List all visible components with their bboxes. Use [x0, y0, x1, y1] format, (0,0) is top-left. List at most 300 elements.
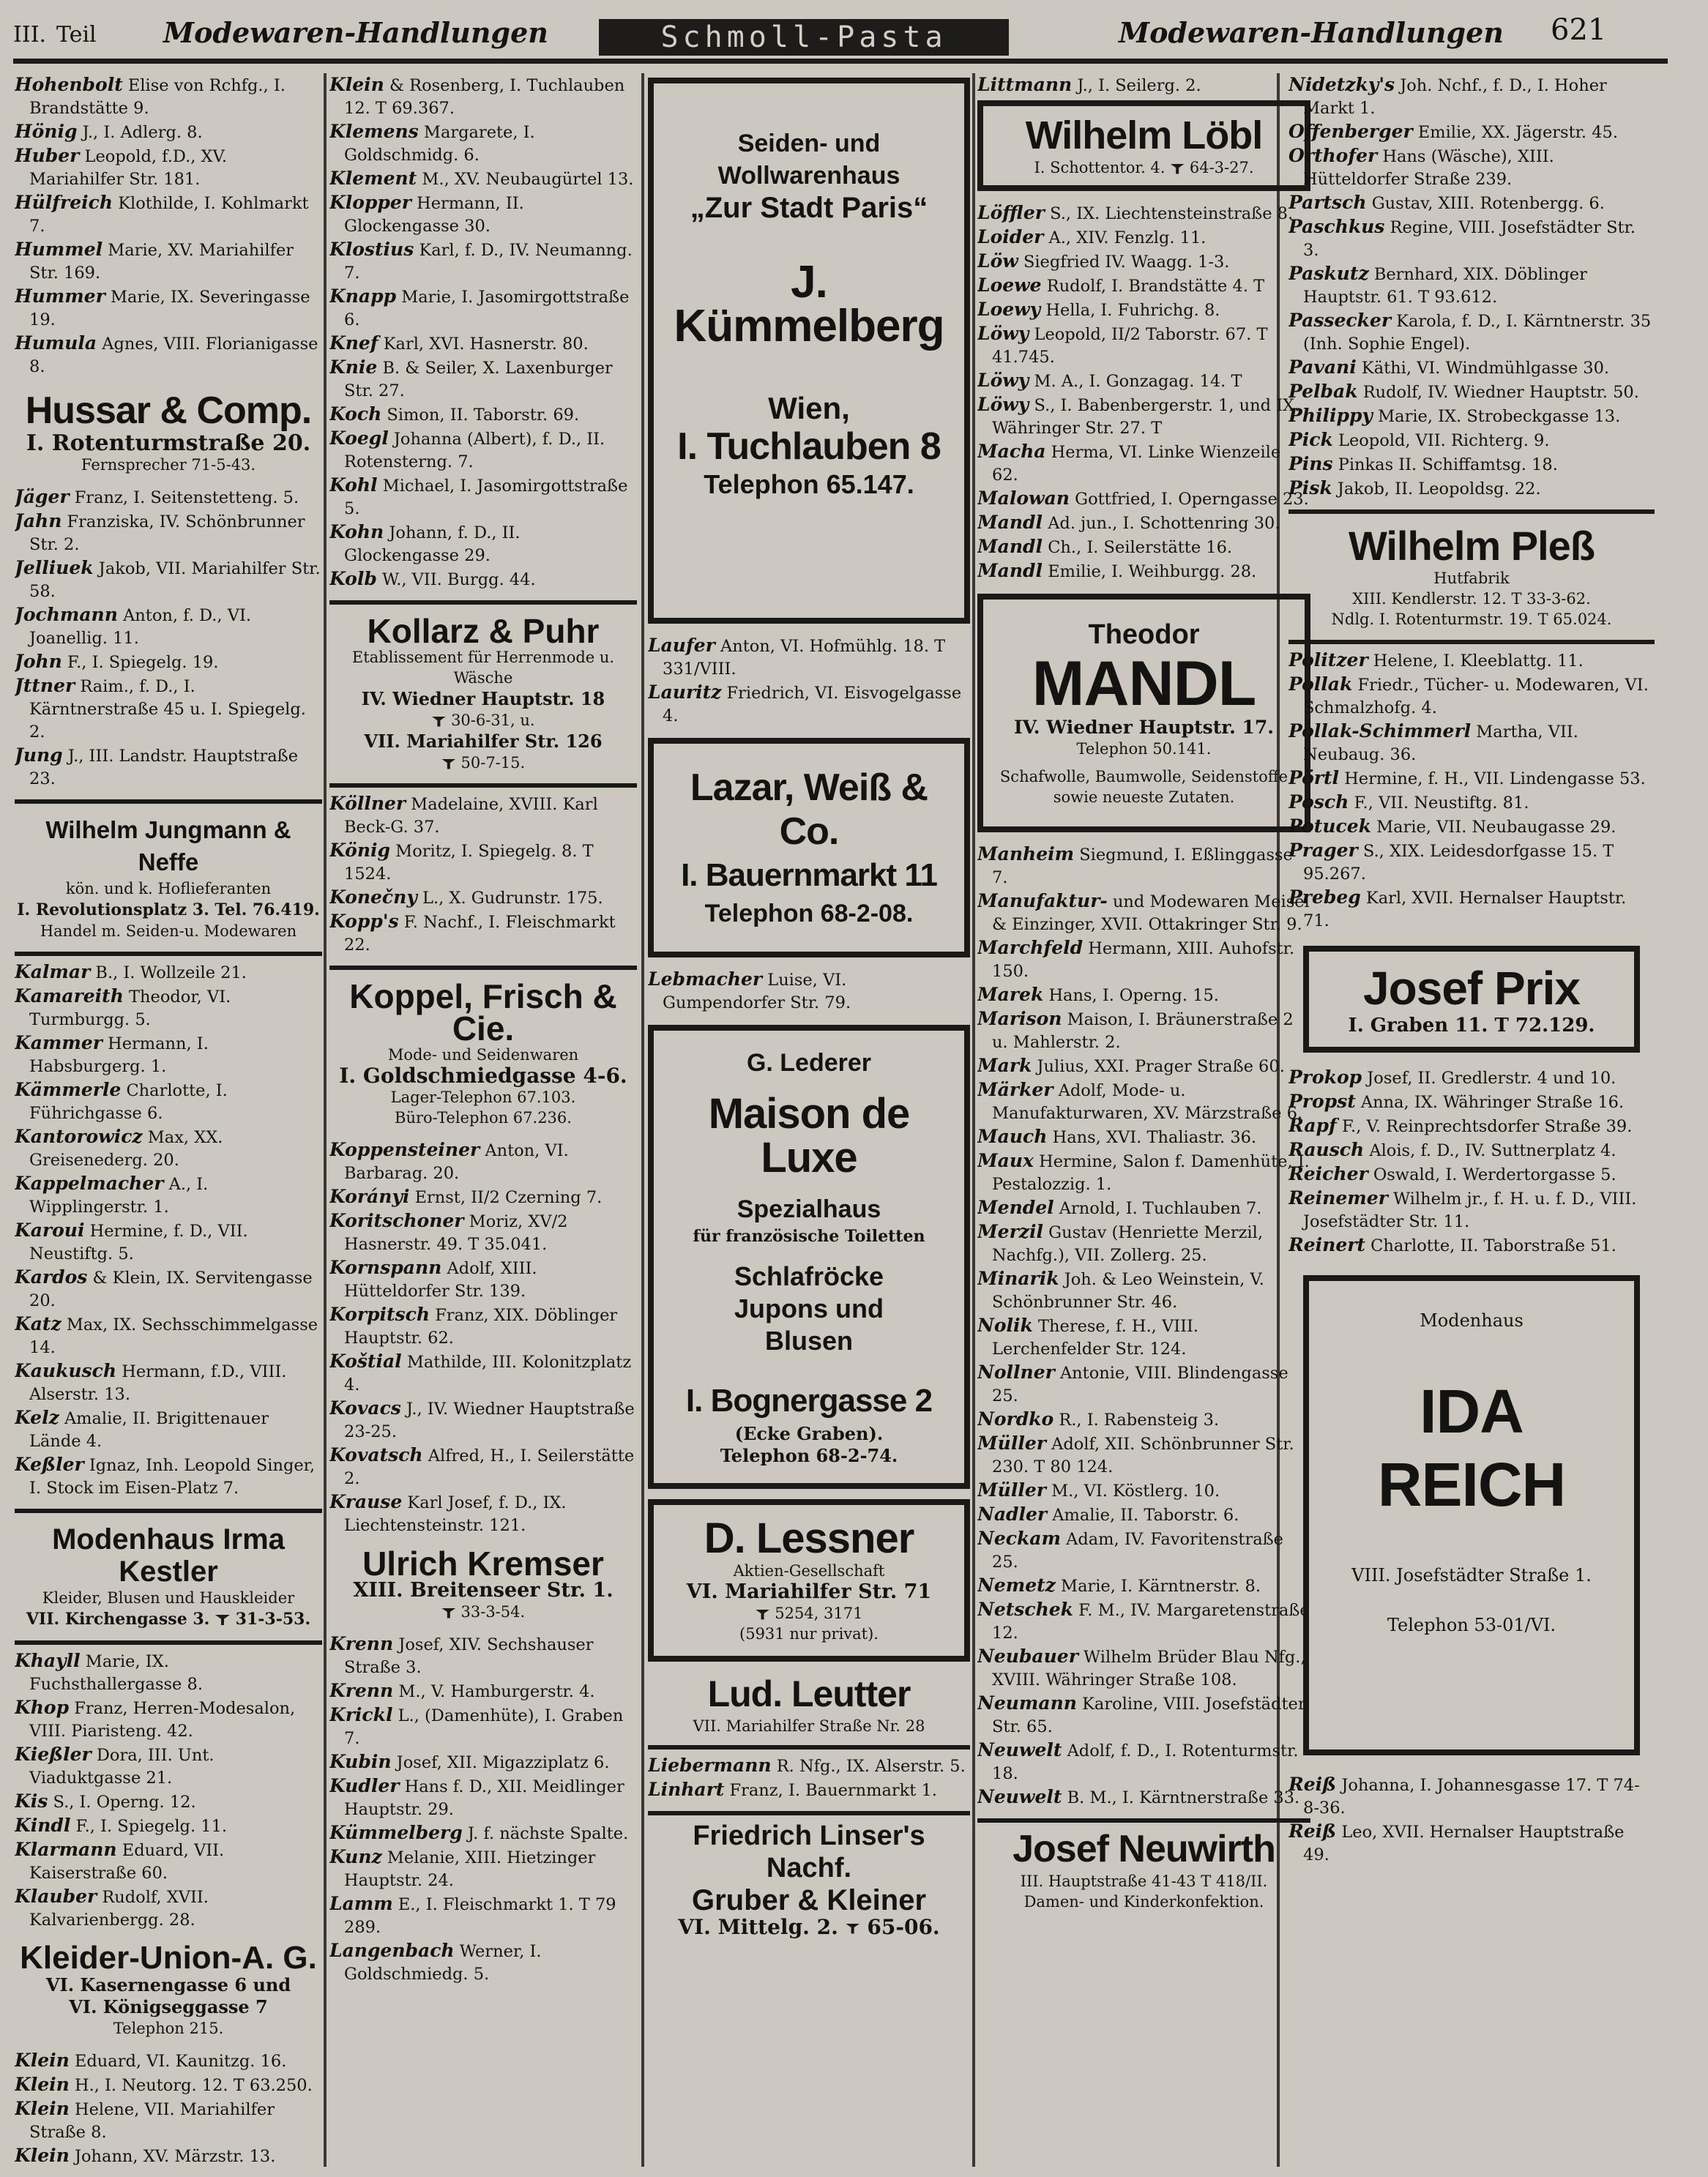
entry-name: Macha	[977, 441, 1046, 462]
entry-name: Korpitsch	[329, 1304, 430, 1325]
ad-address: III. Hauptstraße 41-43 T 418/II.	[1020, 1872, 1268, 1890]
ad-line: Hutfabrik	[1433, 570, 1510, 587]
entry-details: & Rosenberg, I. Tuchlauben 12. T 69.367.	[344, 76, 625, 118]
ad-leutter	[648, 1672, 970, 1736]
entry-name: Jochmann	[15, 604, 118, 625]
entry-name: Mendel	[977, 1197, 1054, 1218]
entry-details: M., VI. Köstlerg. 10.	[1051, 1482, 1220, 1501]
entry-name: Lauritz	[648, 682, 722, 703]
directory-entry	[329, 1774, 637, 1821]
entry-details: Margarete, I. Goldschmidg. 6.	[344, 123, 535, 165]
entry-name: Kardos	[15, 1266, 88, 1288]
entry-details: Theodor, VI. Turmburgg. 5.	[29, 987, 231, 1029]
entry-details: Bernhard, XIX. Döblinger Hauptstr. 61. T 93.612.	[1303, 265, 1587, 307]
entry-name: Karoui	[15, 1220, 85, 1241]
ad-line: Theodor	[1088, 619, 1200, 650]
entry-name: Rapf	[1289, 1115, 1337, 1136]
entry-name: Passecker	[1289, 310, 1392, 331]
directory-entry	[977, 487, 1310, 511]
entry-details: Leopold, II/2 Taborstr. 67. T 41.745.	[992, 325, 1268, 367]
directory-entry	[977, 1739, 1310, 1785]
entry-list	[977, 843, 1310, 1810]
entry-name: Klarmann	[15, 1839, 117, 1860]
directory-entry	[329, 1490, 637, 1537]
directory-entry	[1289, 144, 1655, 191]
directory-entry	[15, 1814, 322, 1838]
directory-entry	[977, 1267, 1310, 1314]
entry-details: Hella, I. Fuhrichg. 8.	[1045, 301, 1220, 320]
entry-name: Mandl	[977, 512, 1043, 533]
entry-name: Klemens	[329, 121, 419, 142]
entry-details: J. f. nächste Spalte.	[467, 1824, 629, 1843]
directory-entry	[977, 843, 1310, 889]
entry-name: Marek	[977, 984, 1044, 1005]
entry-details: Maison, I. Bräunerstraße 2 u. Mahlerstr. 2.	[992, 1010, 1294, 1052]
ad-name: MANDL	[1032, 649, 1256, 719]
directory-entry	[1289, 215, 1655, 262]
entry-name: Prager	[1289, 840, 1358, 861]
ad-kestler	[15, 1523, 322, 1630]
column-4	[977, 73, 1310, 2167]
directory-entry	[1289, 673, 1655, 720]
entry-name: Manufaktur-	[977, 890, 1108, 911]
directory-entry	[1289, 1820, 1655, 1867]
ad-name: Wilhelm Jungmann & Neffe	[45, 816, 291, 875]
entry-details: Adolf, f. D., I. Rotenturmstr. 18.	[992, 1741, 1299, 1783]
entry-name: Littmann	[977, 74, 1073, 95]
directory-entry	[329, 1303, 637, 1350]
entry-details: Werner, I. Goldschmiedg. 5.	[344, 1942, 542, 1984]
entry-name: Kalmar	[15, 961, 91, 982]
directory-entry	[977, 322, 1310, 369]
entry-name: Pins	[1289, 453, 1333, 474]
directory-entry	[977, 298, 1310, 322]
entry-details: M., XV. Neubaugürtel 13.	[422, 170, 634, 189]
directory-entry	[15, 285, 322, 332]
entry-details: Hermann, f.D., VIII. Alserstr. 13.	[29, 1362, 287, 1404]
ad-address: VII. Mariahilfer Str. 126	[364, 731, 603, 752]
entry-details: R., I. Rabensteig 3.	[1059, 1411, 1220, 1430]
ad-name: Josef Prix	[1363, 962, 1580, 1015]
entry-details: Hermann, XIII. Auhofstr. 150.	[992, 939, 1295, 981]
entry-details: Hermine, Salon f. Damenhüte, I. Pestalozzig. 1.	[992, 1152, 1310, 1194]
ad-address: IV. Wiedner Hauptstr. 17.	[1013, 717, 1275, 738]
ad-phone: Telephon 65.147.	[704, 469, 914, 499]
divider-rule	[1289, 640, 1655, 644]
ad-zur-stadt-paris	[648, 78, 970, 624]
entry-details: J., IV. Wiedner Hauptstraße 23-25.	[344, 1400, 635, 1441]
ad-line: (Ecke Graben).	[734, 1423, 884, 1444]
entry-list	[648, 634, 970, 728]
entry-details: & Klein, IX. Servitengasse 20.	[29, 1269, 313, 1310]
entry-name: Klein	[15, 2145, 70, 2166]
entry-name: Klauber	[15, 1886, 97, 1907]
directory-entry	[1289, 839, 1655, 886]
entry-details: Helene, I. Kleeblattg. 11.	[1373, 651, 1584, 671]
directory-entry	[329, 1939, 637, 1986]
ad-address: I. Tuchlauben 8	[677, 425, 941, 468]
directory-entry	[977, 1361, 1310, 1408]
ad-line: Mode- und Seidenwaren	[387, 1046, 579, 1064]
directory-entry	[329, 403, 637, 427]
directory-entry	[977, 1007, 1310, 1054]
ad-neuwirth	[977, 1827, 1310, 1912]
entry-name: Hülfreich	[15, 192, 113, 213]
directory-entry	[1289, 262, 1655, 309]
entry-details: Marie, XV. Mariahilfer Str. 169.	[29, 241, 294, 283]
directory-entry	[15, 674, 322, 744]
entry-name: Marchfeld	[977, 937, 1084, 958]
ad-name: Ulrich Kremser	[362, 1545, 604, 1583]
directory-entry	[977, 535, 1310, 559]
entry-name: Kopp's	[329, 911, 399, 932]
directory-entry	[15, 2097, 322, 2144]
divider-rule	[1289, 509, 1655, 514]
ad-kremser	[329, 1547, 637, 1622]
directory-entry	[1289, 815, 1655, 839]
directory-entry	[977, 889, 1310, 936]
directory-entry	[329, 238, 637, 285]
entry-name: Loewe	[977, 275, 1042, 296]
entry-details: Therese, f. H., VIII. Lerchenfelder Str. 124.	[992, 1317, 1199, 1359]
directory-entry	[15, 1743, 322, 1790]
entry-details: F., VII. Neustiftg. 81.	[1354, 793, 1529, 813]
directory-entry	[329, 1444, 637, 1490]
entry-name: Pörtl	[1289, 767, 1340, 788]
directory-entry	[15, 556, 322, 603]
entry-name: Kunz	[329, 1846, 382, 1867]
divider-rule	[15, 952, 322, 956]
entry-name: Reiß	[1289, 1774, 1337, 1795]
ad-maison-de-luxe	[648, 1025, 970, 1489]
divider-rule	[329, 783, 637, 788]
entry-details: Gustav, XIII. Rotenbergg. 6.	[1371, 194, 1605, 213]
column-3	[648, 73, 970, 2167]
divider-rule	[15, 1640, 322, 1645]
directory-entry	[977, 1220, 1310, 1267]
entry-name: Klein	[15, 2050, 70, 2071]
directory-entry	[329, 1892, 637, 1939]
directory-entry	[329, 120, 637, 167]
directory-entry	[15, 985, 322, 1031]
ad-phone: 33-3-54.	[329, 1602, 637, 1622]
ad-line: Aktien-Gesellschaft	[733, 1562, 885, 1580]
ad-phone: Telephon 50.141.	[1076, 740, 1212, 758]
column-1	[15, 73, 322, 2167]
directory-entry	[329, 1256, 637, 1303]
entry-details: Josef, II. Gredlerstr. 4 und 10.	[1367, 1069, 1616, 1088]
directory-entry	[977, 1149, 1310, 1196]
directory-entry	[977, 1314, 1310, 1361]
directory-entry	[977, 225, 1310, 250]
ad-name: Wilhelm Löbl	[1025, 113, 1263, 157]
directory-entry	[15, 650, 322, 674]
entry-name: Malowan	[977, 488, 1070, 509]
entry-details: Hans, XVI. Thaliastr. 36.	[1052, 1128, 1257, 1147]
entry-details: Elise von Rchfg., I. Brandstätte 9.	[29, 76, 286, 118]
directory-entry	[977, 393, 1310, 440]
ad-line: Damen- und Kinderkonfektion.	[1023, 1893, 1264, 1911]
entry-details: F., I. Spiegelg. 19.	[67, 653, 219, 672]
entry-details: Siegmund, I. Eßlinggasse 7.	[992, 845, 1293, 887]
directory-entry	[1289, 1138, 1655, 1162]
ad-address: I. Revolutionsplatz 3. Tel. 76.419.	[17, 900, 320, 919]
entry-details: Jakob, II. Leopoldsg. 22.	[1337, 479, 1541, 498]
directory-entry	[15, 2073, 322, 2097]
entry-name: Krickl	[329, 1704, 393, 1725]
directory-entry	[15, 1649, 322, 1696]
ad-phone: Lager-Telephon 67.103.	[390, 1088, 576, 1106]
entry-name: Knapp	[329, 285, 397, 307]
directory-entry	[1289, 191, 1655, 215]
entry-details: Ignaz, Inh. Leopold Singer, I. Stock im Eisen-Platz 7.	[29, 1456, 316, 1498]
directory-entry	[329, 1703, 637, 1750]
ad-line: Gruber & Kleiner	[691, 1884, 927, 1916]
right-running-title: Modewaren-Handlungen	[1119, 16, 1504, 49]
entry-details: L., (Damenhüte), I. Graben 7.	[344, 1706, 624, 1748]
ad-josef-prix	[1303, 946, 1640, 1053]
directory-entry	[977, 559, 1310, 583]
directory-entry	[977, 1408, 1310, 1432]
page-header	[13, 7, 1668, 64]
directory-entry	[1289, 1233, 1655, 1258]
page-number: 621	[1551, 13, 1607, 47]
entry-name: Löw	[977, 250, 1018, 272]
directory-entry	[15, 191, 322, 238]
directory-entry	[977, 369, 1310, 393]
ad-address: I. Bognergasse 2	[685, 1383, 933, 1419]
entry-details: A., I. Wipplingerstr. 1.	[29, 1175, 209, 1217]
ad-address: VI. Mittelg. 2. 65-06.	[678, 1915, 940, 1939]
directory-entry	[329, 1821, 637, 1845]
ad-address: I. Bauernmarkt 11	[681, 857, 937, 893]
entry-details: Karola, f. D., I. Kärntnerstr. 35 (Inh. Sophie Engel).	[1303, 312, 1652, 354]
entry-name: Pisk	[1289, 477, 1332, 498]
directory-entry	[15, 485, 322, 509]
entry-details: M. A., I. Gonzagag. 14. T	[1034, 372, 1242, 391]
entry-name: Löffler	[977, 202, 1045, 223]
entry-details: Hermine, f. D., VII. Neustiftg. 5.	[29, 1222, 248, 1263]
entry-details: Gottfried, I. Operngasse 23.	[1075, 490, 1309, 509]
directory-entry	[15, 238, 322, 285]
entry-details: F., I. Spiegelg. 11.	[75, 1817, 228, 1836]
entry-details: Leopold, f.D., XV. Mariahilfer Str. 181.	[29, 147, 228, 189]
ad-phone: Telephon 53-01/VI.	[1387, 1615, 1556, 1635]
entry-details: Julius, XXI. Prager Straße 60.	[1037, 1057, 1285, 1076]
entry-list	[977, 201, 1310, 583]
telephone-icon	[756, 1610, 770, 1620]
entry-name: Knie	[329, 356, 378, 378]
entry-details: F. Nachf., I. Fleischmarkt 22.	[344, 913, 616, 955]
directory-entry	[977, 1479, 1310, 1503]
ad-phone: Fernsprecher 71-5-43.	[81, 456, 256, 474]
entry-list	[15, 73, 322, 378]
entry-name: Klement	[329, 168, 417, 189]
ad-address: XIII. Kendlerstr. 12. T 33-3-62.	[1352, 590, 1591, 608]
entry-name: Knef	[329, 332, 378, 354]
directory-entry	[15, 120, 322, 144]
directory-entry	[15, 1453, 322, 1500]
entry-name: Nolik	[977, 1315, 1033, 1336]
entry-details: Karl, XVI. Hasnerstr. 80.	[383, 335, 589, 354]
entry-details: Eduard, VI. Kaunitzg. 16.	[74, 2052, 287, 2071]
ad-name: D. Lessner	[704, 1515, 914, 1562]
ad-address: XIII. Breitenseer Str. 1.	[353, 1579, 614, 1602]
entry-name: Reiß	[1289, 1821, 1337, 1842]
ad-name: Kleider-Union-A. G.	[20, 1940, 317, 1976]
entry-details: Emilie, XX. Jägerstr. 45.	[1417, 123, 1618, 142]
entry-list	[648, 1754, 970, 1802]
entry-details: Rudolf, I. Brandstätte 4. T	[1046, 277, 1265, 296]
entry-details: Josef, XIV. Sechshauser Straße 3.	[344, 1635, 594, 1677]
directory-entry	[1289, 720, 1655, 766]
entry-details: Marie, I. Kärntnerstr. 8.	[1061, 1577, 1261, 1596]
directory-entry	[977, 1785, 1310, 1810]
entry-name: Liebermann	[648, 1755, 772, 1776]
entry-details: Rudolf, IV. Wiedner Hauptstr. 50.	[1362, 383, 1639, 402]
ad-name: Koppel, Frisch & Cie.	[349, 977, 617, 1048]
directory-entry	[15, 744, 322, 791]
entry-name: Orthofer	[1289, 145, 1378, 166]
entry-list	[648, 968, 970, 1015]
directory-entry	[1289, 309, 1655, 356]
entry-name: Kovacs	[329, 1397, 401, 1419]
entry-details: Antonie, VIII. Blindengasse 25.	[992, 1364, 1289, 1405]
entry-name: Pelbak	[1289, 381, 1358, 402]
entry-name: Kornspann	[329, 1257, 442, 1278]
entry-details: Amalie, II. Brigittenauer Lände 4.	[29, 1409, 269, 1451]
entry-name: Kudler	[329, 1775, 400, 1796]
ad-address: I. Goldschmiedgasse 4-6.	[339, 1064, 627, 1088]
entry-name: Kämmerle	[15, 1079, 122, 1100]
entry-details: Leo, XVII. Hernalser Hauptstraße 49.	[1303, 1823, 1625, 1864]
directory-entry	[977, 1598, 1310, 1645]
directory-entry	[1289, 477, 1655, 501]
entry-details: Oswald, I. Werdertorgasse 5.	[1373, 1165, 1616, 1184]
entry-details: Adolf, Mode- u. Manufakturwaren, XV. Märzstraße 6.	[992, 1081, 1303, 1123]
entry-name: Manheim	[977, 843, 1075, 865]
entry-name: Klostius	[329, 239, 414, 260]
entry-name: Löwy	[977, 394, 1029, 415]
entry-name: Reinemer	[1289, 1187, 1388, 1209]
entry-list	[15, 2049, 322, 2167]
entry-name: Keßler	[15, 1454, 84, 1475]
entry-list	[329, 1632, 637, 1986]
directory-entry	[329, 910, 637, 957]
entry-details: S., IX. Liechtensteinstraße 8.	[1050, 204, 1294, 223]
directory-entry	[648, 968, 970, 1015]
entry-name: Laufer	[648, 635, 715, 656]
ad-name: Hussar & Comp.	[25, 389, 312, 432]
header-advertisement: Schmoll-Pasta	[599, 19, 1009, 56]
entry-name: Linhart	[648, 1779, 725, 1800]
directory-entry	[329, 886, 637, 910]
entry-details: H., I. Neutorg. 12. T 63.250.	[74, 2076, 313, 2095]
entry-details: Hans f. D., XII. Meidlinger Hauptstr. 29.	[344, 1777, 624, 1819]
entry-details: Charlotte, II. Taborstraße 51.	[1370, 1236, 1616, 1255]
entry-name: John	[15, 651, 62, 672]
directory-entry	[329, 1845, 637, 1892]
entry-name: Posch	[1289, 791, 1349, 813]
ad-line: Schafwolle, Baumwolle, Seidenstoffe sowie neueste Zutaten.	[999, 768, 1289, 806]
directory-entry	[977, 1527, 1310, 1574]
divider-rule	[15, 799, 322, 804]
ad-linser	[648, 1820, 970, 1938]
entry-list	[329, 792, 637, 957]
entry-name: Jung	[15, 744, 63, 766]
entry-details: Johann, XV. Märzstr. 13.	[74, 2147, 276, 2166]
entry-details: Klothilde, I. Kohlmarkt 7.	[29, 194, 309, 236]
entry-name: Hohenbolt	[15, 74, 123, 95]
ad-line: G. Lederer	[746, 1049, 872, 1077]
directory-entry	[329, 1679, 637, 1703]
directory-entry	[329, 167, 637, 191]
directory-entry	[977, 1503, 1310, 1527]
directory-entry	[15, 509, 322, 556]
entry-details: Hans, I. Operng. 15.	[1048, 986, 1219, 1005]
entry-details: B., I. Wollzeile 21.	[95, 963, 247, 982]
telephone-icon	[1170, 164, 1185, 174]
entry-name: Paskutz	[1289, 263, 1369, 284]
ad-line: (5931 nur privat).	[739, 1625, 879, 1643]
entry-name: Lamm	[329, 1893, 393, 1914]
directory-entry	[977, 983, 1310, 1007]
entry-name: Offenberger	[1289, 121, 1413, 142]
entry-name: Nordko	[977, 1408, 1054, 1430]
telephone-icon	[431, 717, 446, 727]
ad-line: Blusen	[764, 1326, 854, 1356]
entry-name: Khop	[15, 1697, 70, 1718]
entry-name: Klopper	[329, 192, 411, 213]
entry-name: Mauch	[977, 1126, 1048, 1147]
entry-details: J., I. Adlerg. 8.	[82, 123, 203, 142]
entry-details: Adolf, XII. Schönbrunner Str. 230. T 80 124.	[992, 1435, 1294, 1476]
entry-name: Paschkus	[1289, 216, 1385, 237]
divider-rule	[648, 1811, 970, 1815]
ad-lazar-weiss	[648, 738, 970, 957]
ad-name: J. Kümmelberg	[674, 257, 944, 351]
directory-entry	[1289, 766, 1655, 791]
entry-name: Mark	[977, 1055, 1032, 1076]
directory-entry	[15, 960, 322, 985]
entry-name: Löwy	[977, 323, 1029, 344]
entry-details: Alfred, H., I. Seilerstätte 2.	[344, 1446, 635, 1488]
entry-name: Krenn	[329, 1633, 394, 1654]
entry-details: Anton, VI. Hofmühlg. 18. T 331/VIII.	[663, 637, 946, 679]
entry-name: Pick	[1289, 429, 1333, 450]
ad-line: „Zur Stadt Paris“	[690, 192, 928, 224]
entry-details: Rudolf, XVII. Kalvarienbergg. 28.	[29, 1888, 209, 1930]
entry-name: Katz	[15, 1313, 61, 1334]
entry-name: Pollak-Schimmerl	[1289, 720, 1472, 742]
entry-name: Khayll	[15, 1650, 81, 1671]
directory-entry	[329, 474, 637, 520]
column-divider	[641, 73, 644, 2167]
directory-entry	[1289, 356, 1655, 380]
entry-details: Anton, f. D., VI. Joanellig. 11.	[29, 606, 251, 648]
directory-entry	[977, 1196, 1310, 1220]
entry-name: Humula	[15, 332, 97, 354]
entry-name: Kubin	[329, 1751, 392, 1772]
entry-details: S., XIX. Leidesdorfgasse 15. T 95.267.	[1303, 842, 1614, 884]
entry-list	[977, 73, 1310, 97]
ad-phone: Telephon 215.	[113, 2020, 224, 2037]
entry-name: Prebeg	[1289, 886, 1361, 908]
directory-entry	[15, 603, 322, 650]
ad-hussar	[15, 389, 322, 475]
entry-name: Hummer	[15, 285, 105, 307]
directory-entry	[329, 567, 637, 591]
